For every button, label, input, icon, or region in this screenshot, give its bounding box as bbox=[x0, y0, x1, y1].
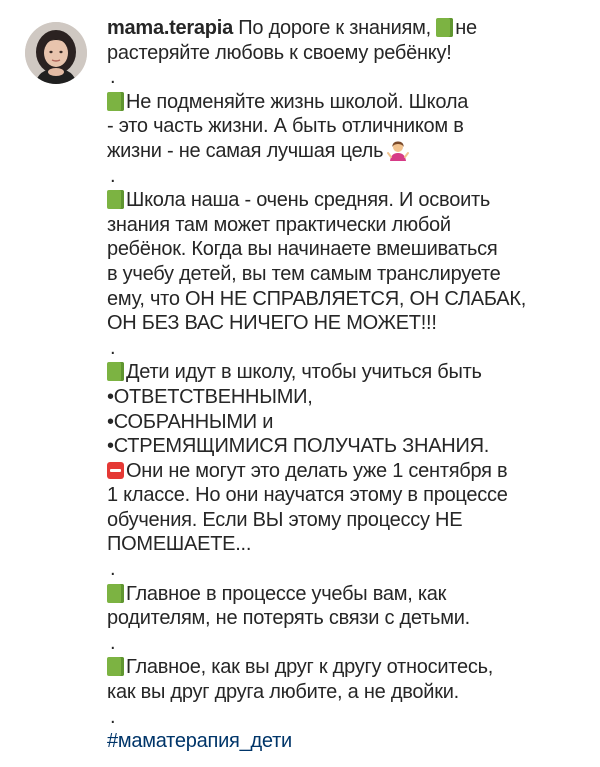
caption-intro bbox=[107, 16, 577, 65]
green-square-icon bbox=[107, 584, 124, 603]
caption-paragraph-3 bbox=[107, 360, 577, 557]
caption-text: •СТРЕМЯЩИМИСЯ ПОЛУЧАТЬ ЗНАНИЯ. bbox=[107, 435, 490, 458]
caption-text: По дороге к знаниям, bbox=[232, 17, 437, 39]
username-link[interactable]: mama.terapia bbox=[107, 17, 233, 39]
caption-paragraph-1 bbox=[107, 90, 577, 164]
caption-dot: . bbox=[110, 558, 116, 581]
caption-paragraph-4 bbox=[107, 582, 577, 631]
avatar[interactable] bbox=[25, 22, 87, 84]
post-caption bbox=[107, 16, 577, 754]
caption-dot: . bbox=[110, 631, 116, 654]
caption-text: Школа наша - очень средняя. И освоить bbox=[126, 189, 491, 212]
woman-shrugging-icon bbox=[387, 140, 409, 162]
green-square-icon bbox=[107, 92, 124, 111]
caption-text: ребёнок. Когда вы начинаете вмешиваться bbox=[107, 238, 498, 261]
green-square-icon bbox=[107, 190, 124, 209]
caption-text: 1 классе. Но они научатся этому в процессе bbox=[107, 484, 508, 507]
caption-text: Они не могут это делать уже 1 сентября в bbox=[126, 459, 508, 482]
caption-dot: . bbox=[110, 705, 116, 728]
avatar-photo-icon bbox=[25, 22, 87, 84]
caption-text: Главное в процессе учебы вам, как bbox=[126, 582, 447, 605]
caption-text: •ОТВЕТСТВЕННЫМИ, bbox=[107, 385, 313, 408]
hashtag-link[interactable]: #маматерапия_дети bbox=[107, 730, 292, 753]
caption-text: как вы друг друга любите, а не двойки. bbox=[107, 681, 459, 704]
caption-dot: . bbox=[110, 164, 116, 187]
caption-dot: . bbox=[110, 336, 116, 359]
caption-text: - это часть жизни. А быть отличником в bbox=[107, 115, 464, 138]
green-square-icon bbox=[107, 657, 124, 676]
caption-text: не bbox=[455, 17, 477, 39]
caption-text: ему, что ОН НЕ СПРАВЛЯЕТСЯ, ОН СЛАБАК, bbox=[107, 287, 527, 310]
caption-text: Главное, как вы друг к другу относитесь, bbox=[126, 656, 494, 679]
no-entry-icon bbox=[107, 462, 124, 479]
caption-text: жизни - не самая лучшая цель bbox=[107, 139, 384, 162]
caption-dot: . bbox=[110, 66, 116, 89]
caption-text: Не подменяйте жизнь школой. Школа bbox=[126, 90, 469, 113]
caption-text: родителям, не потерять связи с детьми. bbox=[107, 607, 470, 630]
green-square-icon bbox=[436, 18, 453, 37]
caption-text: ОН БЕЗ ВАС НИЧЕГО НЕ МОЖЕТ!!! bbox=[107, 312, 437, 335]
caption-text: обучения. Если ВЫ этому процессу НЕ bbox=[107, 508, 463, 531]
caption-paragraph-5 bbox=[107, 655, 577, 704]
caption-text: знания там может практически любой bbox=[107, 213, 451, 236]
caption-text: •СОБРАННЫМИ и bbox=[107, 410, 274, 433]
caption-text: ПОМЕШАЕТЕ... bbox=[107, 533, 252, 556]
caption-text: растеряйте любовь к своему ребёнку! bbox=[107, 41, 452, 64]
caption-hashtags bbox=[107, 729, 577, 754]
green-square-icon bbox=[107, 362, 124, 381]
caption-paragraph-2 bbox=[107, 188, 577, 336]
caption-text: Дети идут в школу, чтобы учиться быть bbox=[126, 361, 482, 384]
caption-text: в учебу детей, вы тем самым транслируете bbox=[107, 262, 501, 285]
